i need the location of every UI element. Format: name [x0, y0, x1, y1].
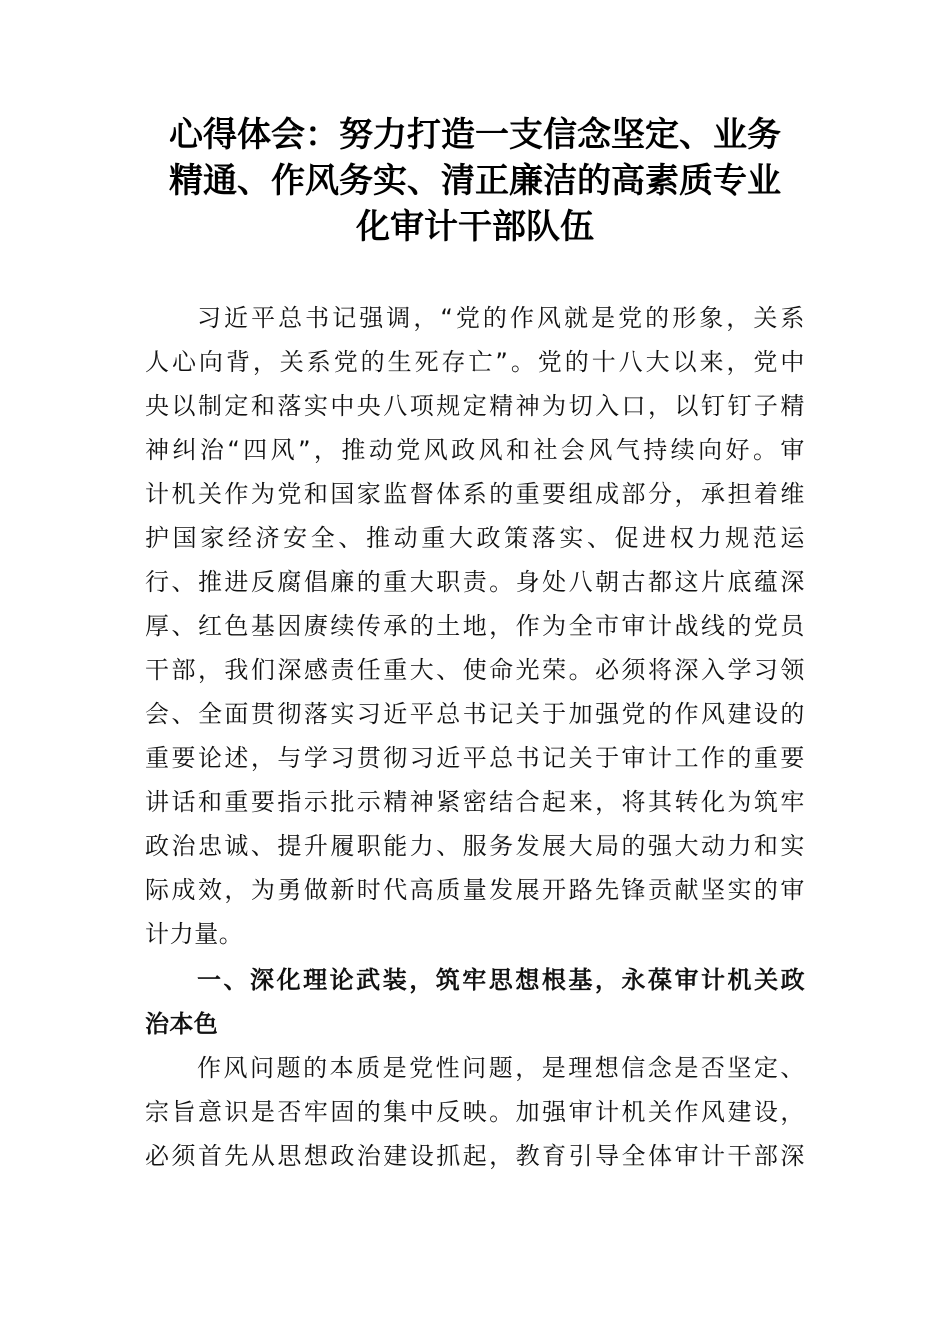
section-heading-1 — [145, 958, 805, 1046]
text-line: 讲话和重要指示批示精神紧密结合起来，将其转化为筑牢 — [145, 788, 805, 816]
text-line: 重要论述，与学习贯彻习近平总书记关于审计工作的重要 — [145, 744, 805, 772]
text-line: 作风问题的本质是党性问题，是理想信念是否坚定、 — [197, 1054, 805, 1082]
text-line: 习近平总书记强调，“党的作风就是党的形象，关系 — [197, 304, 805, 332]
text-line: 宗旨意识是否牢固的集中反映。加强审计机关作风建设， — [145, 1098, 805, 1126]
text-line: 护国家经济安全、推动重大政策落实、促进权力规范运 — [145, 524, 805, 552]
paragraph-section-1 — [145, 1046, 805, 1178]
text-line: 人心向背，关系党的生死存亡”。党的十八大以来，党中 — [145, 348, 805, 376]
text-line: 际成效，为勇做新时代高质量发展开路先锋贡献坚实的审 — [145, 876, 805, 904]
document-title — [145, 112, 805, 250]
text-line: 神纠治“四风”，推动党风政风和社会风气持续向好。审 — [145, 436, 805, 464]
text-line: 行、推进反腐倡廉的重大职责。身处八朝古都这片底蕴深 — [145, 568, 805, 596]
title-line: 心得体会：努力打造一支信念坚定、业务 — [169, 115, 781, 155]
text-line: 会、全面贯彻落实习近平总书记关于加强党的作风建设的 — [145, 700, 805, 728]
text-line: 政治忠诚、提升履职能力、服务发展大局的强大动力和实 — [145, 832, 805, 860]
title-line: 精通、作风务实、清正廉洁的高素质专业 — [169, 161, 781, 201]
text-line: 干部，我们深感责任重大、使命光荣。必须将深入学习领 — [145, 656, 805, 684]
text-line: 计力量。 — [145, 920, 244, 948]
paragraph-intro — [145, 296, 805, 956]
heading-line: 一、深化理论武装，筑牢思想根基，永葆审计机关政 — [197, 966, 805, 994]
document-body — [145, 296, 805, 1178]
text-line: 计机关作为党和国家监督体系的重要组成部分，承担着维 — [145, 480, 805, 508]
title-line: 化审计干部队伍 — [356, 207, 594, 247]
heading-line: 治本色 — [145, 1010, 219, 1038]
text-line: 必须首先从思想政治建设抓起，教育引导全体审计干部深 — [145, 1142, 805, 1170]
text-line: 央以制定和落实中央八项规定精神为切入口，以钉钉子精 — [145, 392, 805, 420]
text-line: 厚、红色基因赓续传承的土地，作为全市审计战线的党员 — [145, 612, 805, 640]
